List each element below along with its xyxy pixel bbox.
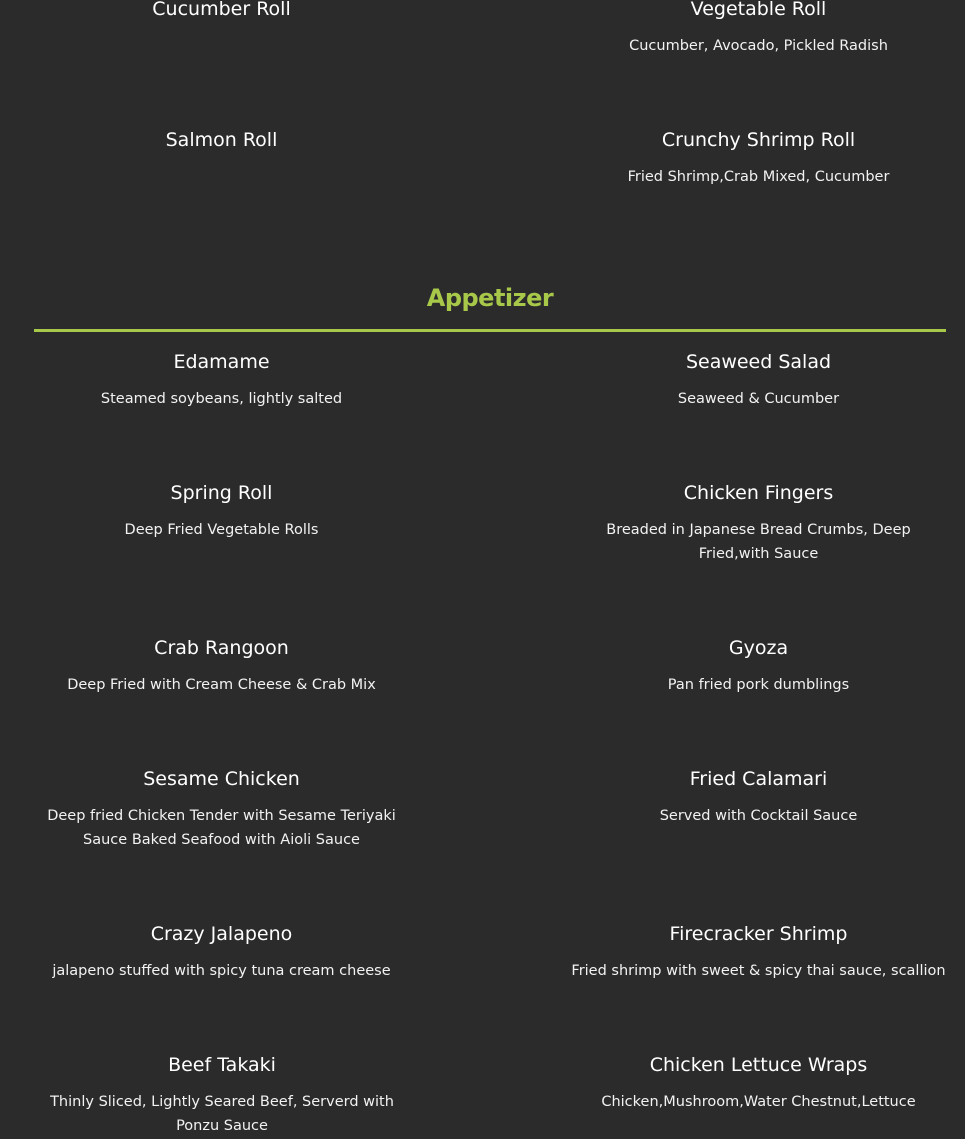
- menu-item-name: Gyoza: [728, 637, 789, 659]
- menu-item-fried-calamari: [558, 767, 959, 828]
- menu-item-crunchy-shrimp-roll: [558, 128, 959, 189]
- menu-item-chicken-fingers: [570, 481, 947, 566]
- menu-item-description: Pan fried pork dumblings: [667, 677, 850, 693]
- menu-item-name: Vegetable Roll: [690, 0, 827, 20]
- menu-item-name: Salmon Roll: [165, 129, 278, 151]
- menu-item-description: Deep Fried Vegetable Rolls: [124, 522, 319, 538]
- menu-item-description: Served with Cocktail Sauce: [659, 808, 858, 824]
- menu-item-sesame-chicken: [28, 767, 415, 852]
- menu-item-name: Firecracker Shrimp: [669, 923, 848, 945]
- menu-item-description: Seaweed & Cucumber: [677, 391, 840, 407]
- menu-item-name: Edamame: [173, 351, 270, 373]
- menu-item-description: Cucumber, Avocado, Pickled Radish: [629, 38, 888, 54]
- menu-item-description: jalapeno stuffed with spicy tuna cream cheese: [52, 963, 391, 979]
- menu-item-description: Deep fried Chicken Tender with Sesame Teriyaki Sauce Baked Seafood with Aioli Sauce: [47, 808, 396, 848]
- menu-item-salmon-roll: [20, 128, 423, 152]
- section-divider: [34, 329, 946, 332]
- menu-item-crazy-jalapeno: [20, 922, 423, 983]
- menu-item-cucumber-roll: [20, 0, 423, 21]
- menu-item-name: Crab Rangoon: [154, 637, 289, 659]
- menu-item-description: Deep Fried with Cream Cheese & Crab Mix: [67, 677, 376, 693]
- menu-item-name: Spring Roll: [170, 482, 273, 504]
- menu-item-firecracker-shrimp: [558, 922, 959, 983]
- menu-item-name: Seaweed Salad: [685, 351, 832, 373]
- menu-item-name: Crunchy Shrimp Roll: [661, 129, 856, 151]
- menu-item-seaweed-salad: [558, 350, 959, 411]
- menu-item-vegetable-roll: [558, 0, 959, 58]
- section-title: Appetizer: [426, 284, 554, 312]
- menu-item-crab-rangoon: [20, 636, 423, 697]
- menu-item-description: Breaded in Japanese Bread Crumbs, Deep Fried,with Sauce: [606, 522, 911, 562]
- menu-item-description: Steamed soybeans, lightly salted: [100, 391, 343, 407]
- menu-item-name: Crazy Jalapeno: [150, 923, 293, 945]
- menu-item-name: Chicken Lettuce Wraps: [649, 1054, 868, 1076]
- menu-item-name: Cucumber Roll: [152, 0, 291, 20]
- menu-item-edamame: [20, 350, 423, 411]
- menu-item-spring-roll: [20, 481, 423, 542]
- menu-item-gyoza: [558, 636, 959, 697]
- menu-item-name: Beef Takaki: [168, 1054, 276, 1076]
- menu-item-beef-takaki: [32, 1053, 412, 1138]
- menu-item-description: Fried shrimp with sweet & spicy thai sauce, scallion: [571, 963, 946, 979]
- menu-item-name: Fried Calamari: [689, 768, 828, 790]
- menu-item-description: Thinly Sliced, Lightly Seared Beef, Serverd with Ponzu Sauce: [50, 1094, 394, 1134]
- menu-item-chicken-lettuce-wraps: [558, 1053, 959, 1114]
- menu-item-description: Fried Shrimp,Crab Mixed, Cucumber: [627, 169, 890, 185]
- menu-item-description: Chicken,Mushroom,Water Chestnut,Lettuce: [601, 1094, 916, 1110]
- menu-item-name: Sesame Chicken: [143, 768, 300, 790]
- menu-item-name: Chicken Fingers: [683, 482, 834, 504]
